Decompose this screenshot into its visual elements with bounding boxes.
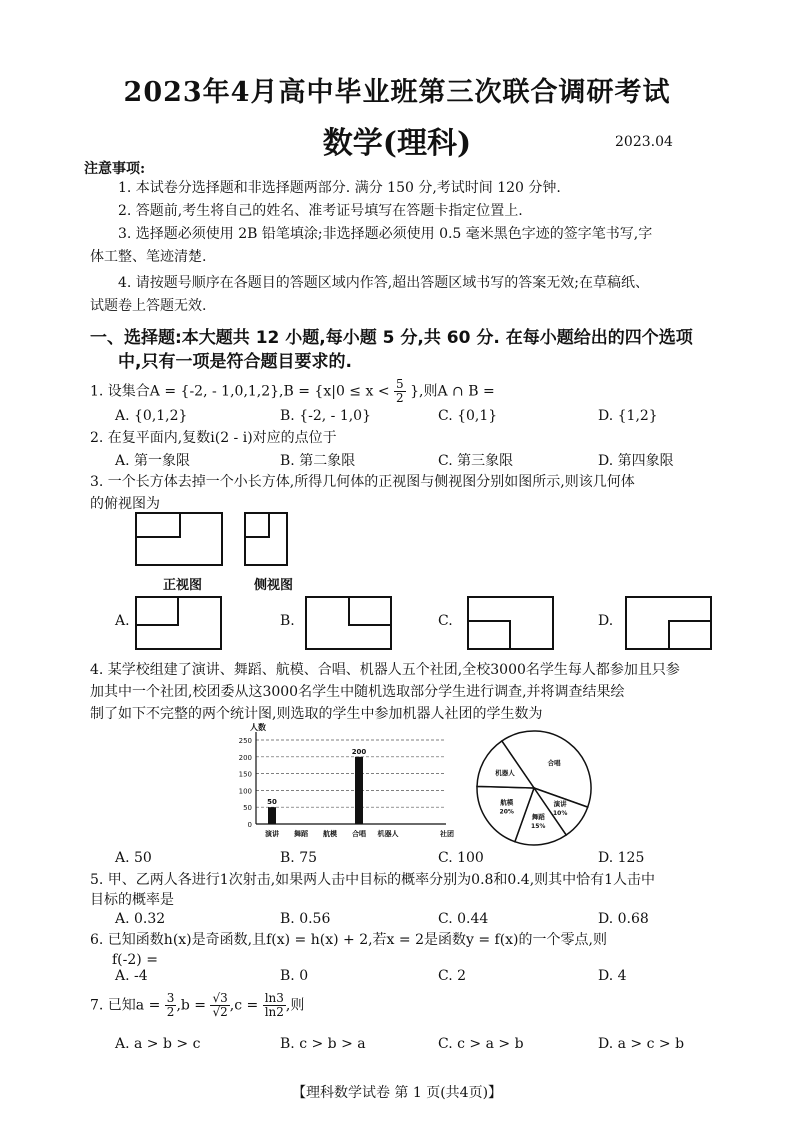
- bar-1: [268, 807, 276, 824]
- exam-date: 2023.04: [615, 134, 673, 150]
- bar-category-label: 舞蹈: [294, 830, 308, 838]
- q3-option-d: D.: [598, 613, 614, 629]
- q7-option-d: D. a > c > b: [598, 1036, 685, 1052]
- q1-text-a: 1. 设集合A = {-2, - 1,0,1,2},B = {x|0 ≤ x <: [90, 383, 390, 400]
- q1-option-a: A. {0,1,2}: [115, 408, 188, 424]
- question-5-line2: 目标的概率是: [90, 892, 174, 908]
- bar-ytick-label: 150: [238, 770, 252, 779]
- q3-option-a-figure: [135, 596, 222, 650]
- q7-suffix: ,则: [285, 997, 305, 1014]
- q7-fraction-b: $\frac{√3}{√2}$: [212, 991, 228, 1019]
- bar-category-label: 演讲: [265, 830, 279, 838]
- section-heading-line2: 中,只有一项是符合题目要求的.: [118, 352, 352, 372]
- q2-option-c: C. 第三象限: [438, 453, 514, 469]
- question-5-line1: 5. 甲、乙两人各进行1次射击,如果两人击中目标的概率分别为0.8和0.4,则其中恰有1人击中: [90, 872, 656, 888]
- pie-slice-percent: 20%: [499, 808, 514, 816]
- question-3-line2: 的俯视图为: [90, 496, 160, 512]
- exam-subtitle: 数学(理科): [322, 126, 472, 161]
- bar-ytick-label: 50: [243, 804, 252, 813]
- bar-ytick-label: 100: [238, 787, 252, 796]
- q5-option-c: C. 0.44: [438, 911, 489, 927]
- q7-b-label: ,b =: [176, 997, 207, 1014]
- note-1: 1. 本试卷分选择题和非选择题两部分. 满分 150 分,考试时间 120 分钟.: [118, 180, 561, 196]
- notes-heading: 注意事项:: [84, 161, 146, 177]
- q6-option-a: A. -4: [115, 968, 148, 984]
- bar-category-label: 合唱: [352, 830, 366, 838]
- question-4-line2: 加其中一个社团,校团委从这3000名学生中随机选取部分学生进行调查,并将调查结果绘: [90, 684, 625, 700]
- q2-option-d: D. 第四象限: [598, 453, 674, 469]
- bar-data-label: 50: [267, 798, 277, 807]
- question-7: [90, 992, 750, 1019]
- note-3-cont: 体工整、笔迹清楚.: [90, 249, 207, 265]
- pie-slice-label: 舞蹈: [531, 812, 545, 821]
- side-view-label: 侧视图: [254, 578, 294, 593]
- q7-prefix: 7. 已知a =: [90, 997, 161, 1014]
- question-6-line2: f(-2) =: [112, 952, 158, 968]
- q5-option-d: D. 0.68: [598, 911, 649, 927]
- pie-slice-percent: 10%: [552, 810, 568, 818]
- note-4: 4. 请按题号顺序在各题目的答题区域内作答,超出答题区域书写的答案无效;在草稿纸、: [118, 275, 649, 291]
- pie-slice-label: 机器人: [495, 769, 515, 778]
- bar-y-axis-label: 人数: [250, 723, 266, 732]
- bar-ytick-label: 250: [238, 737, 252, 745]
- page-footer: 【理科数学试卷 第 1 页(共4页)】: [291, 1085, 503, 1101]
- side-view-figure: [244, 512, 288, 566]
- question-3-line1: 3. 一个长方体去掉一个小长方体,所得几何体的正视图与侧视图分别如图所示,则该几何体: [90, 474, 635, 490]
- q5-option-a: A. 0.32: [115, 911, 166, 927]
- q6-option-d: D. 4: [598, 968, 627, 984]
- q1-fraction: $\frac{5}{2}$: [396, 377, 404, 405]
- question-4-line1: 4. 某学校组建了演讲、舞蹈、航模、合唱、机器人五个社团,全校3000名学生每人都参加且只参: [90, 662, 680, 678]
- q7-c-label: ,c =: [229, 997, 259, 1014]
- bar-ytick-label: 0: [247, 821, 252, 829]
- bar-4: [355, 757, 363, 824]
- q7-option-a: A. a > b > c: [115, 1036, 201, 1052]
- q4-option-d: D. 125: [598, 850, 645, 866]
- q4-option-a: A. 50: [115, 850, 152, 866]
- q1-option-d: D. {1,2}: [598, 408, 658, 424]
- front-view-label: 正视图: [163, 578, 203, 593]
- q3-option-b-figure: [305, 596, 392, 650]
- section-heading-line1: 一、选择题:本大题共 12 小题,每小题 5 分,共 60 分. 在每小题给出的四个选项: [90, 328, 693, 348]
- question-4-line3: 制了如下不完整的两个统计图,则选取的学生中参加机器人社团的学生数为: [90, 706, 543, 722]
- q6-option-b: B. 0: [280, 968, 309, 984]
- q2-option-a: A. 第一象限: [115, 453, 191, 469]
- q3-option-a: A.: [115, 613, 130, 629]
- q6-option-c: C. 2: [438, 968, 467, 984]
- bar-chart-axes: [256, 732, 446, 824]
- pie-chart: [474, 728, 594, 848]
- q7-option-c: C. c > a > b: [438, 1036, 524, 1052]
- note-2: 2. 答题前,考生将自己的姓名、准考证号填写在答题卡指定位置上.: [118, 203, 523, 219]
- q4-option-c: C. 100: [438, 850, 484, 866]
- note-4-cont: 试题卷上答题无效.: [90, 298, 207, 314]
- bar-category-label: 机器人: [377, 830, 399, 838]
- q5-option-b: B. 0.56: [280, 911, 331, 927]
- bar-ytick-label: 200: [238, 753, 252, 762]
- q1-option-b: B. {-2, - 1,0}: [280, 408, 371, 424]
- exam-title: 2023年4月高中毕业班第三次联合调研考试: [123, 77, 671, 108]
- q2-option-b: B. 第二象限: [280, 453, 356, 469]
- question-2: 2. 在复平面内,复数i(2 - i)对应的点位于: [90, 430, 337, 446]
- pie-slice-percent: 15%: [531, 822, 546, 830]
- pie-slice-label: 演讲: [553, 800, 567, 809]
- q7-fraction-a: $\frac{3}{2}$: [166, 991, 175, 1019]
- front-view-figure: [135, 512, 223, 566]
- q4-option-b: B. 75: [280, 850, 318, 866]
- q1-text-b: },则A ∩ B =: [410, 383, 495, 400]
- q3-option-b: B.: [280, 613, 295, 629]
- q3-option-c: C.: [438, 613, 453, 629]
- bar-x-axis-label: 社团: [440, 830, 454, 838]
- q7-option-b: B. c > b > a: [280, 1036, 366, 1052]
- bar-chart: [228, 723, 458, 844]
- question-6-line1: 6. 已知函数h(x)是奇函数,且f(x) = h(x) + 2,若x = 2是函数y = f(x)的一个零点,则: [90, 932, 607, 948]
- pie-slice-label: 合唱: [547, 758, 561, 767]
- q3-option-c-figure: [467, 596, 554, 650]
- bar-data-label: 200: [351, 747, 367, 756]
- q1-option-c: C. {0,1}: [438, 408, 498, 424]
- note-3: 3. 选择题必须使用 2B 铅笔填涂;非选择题必须使用 0.5 毫米黑色字迹的签字笔书写,字: [118, 226, 653, 242]
- bar-category-label: 航模: [323, 830, 337, 838]
- q3-option-d-figure: [625, 596, 712, 650]
- question-1: [90, 378, 750, 405]
- q7-fraction-c: $\frac{\ln 3}{\ln 2}$: [264, 991, 284, 1019]
- pie-slice-label: 航模: [500, 798, 514, 807]
